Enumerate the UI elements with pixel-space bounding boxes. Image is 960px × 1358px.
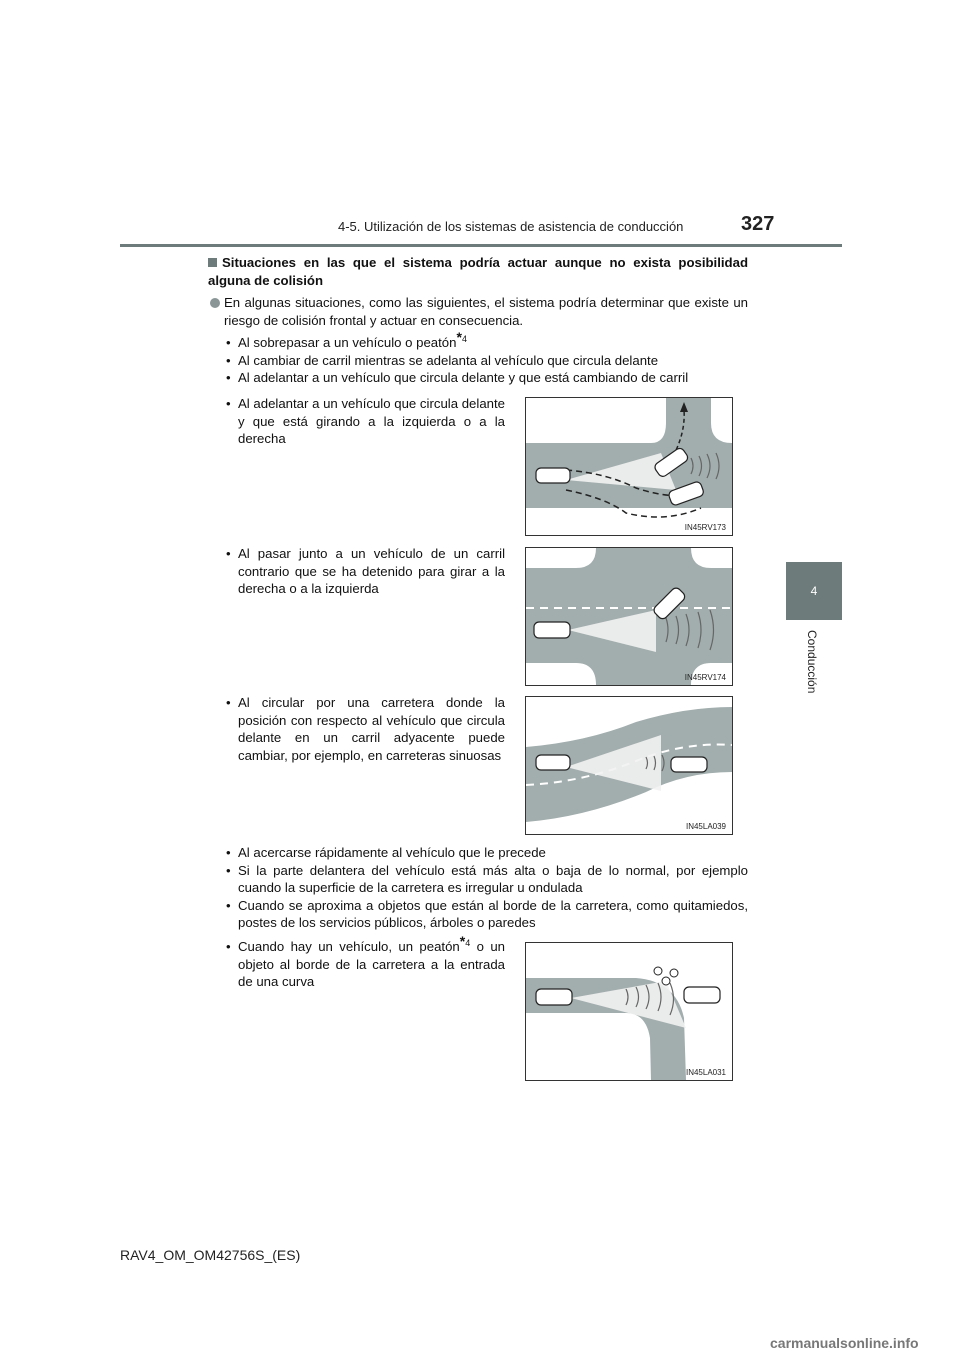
- figure-code: IN45LA031: [685, 1068, 726, 1077]
- intro-paragraph: [208, 294, 748, 329]
- list-item: • Al acercarse rápidamente al vehículo que le precede: [208, 844, 748, 862]
- header-rule: [120, 244, 842, 247]
- figure-code: IN45RV174: [684, 673, 726, 682]
- section-title: 4-5. Utilización de los sistemas de asistencia de conducción: [338, 219, 684, 234]
- list-item-text-cont: o un objeto al borde de la carretera a la entrada de una curva: [238, 939, 505, 989]
- figure-row-4: [208, 932, 505, 991]
- figure-winding-road: [525, 696, 733, 835]
- own-car-icon: [536, 989, 572, 1005]
- circle-bullet-icon: [210, 298, 220, 308]
- pedestrian-icon: [654, 967, 678, 985]
- figure-row-1: [208, 395, 505, 448]
- intro-text: En algunas situaciones, como las siguientes, el sistema podría determinar que existe un riesgo de colisión frontal y actuar en consecuencia.: [224, 295, 748, 328]
- list-item: • Si la parte delantera del vehículo está más alta o baja de lo normal, por ejemplo cuando la superficie de la carretera es irregular u ondulada: [208, 862, 748, 897]
- roadside-car-icon: [684, 987, 720, 1003]
- page-number: 327: [741, 213, 775, 235]
- list-item: • Al pasar junto a un vehículo de un carril contrario que se ha detenido para girar a la derecha o a la izquierda: [208, 545, 505, 598]
- situation-list-middle-wrap: [208, 844, 748, 932]
- footnote-asterisk-icon: *: [456, 328, 462, 345]
- list-item: • Al adelantar a un vehículo que circula delante y que está cambiando de carril: [208, 369, 748, 387]
- list-item: [208, 932, 505, 991]
- section-heading: [208, 254, 748, 289]
- list-item: • Cuando se aproxima a objetos que están al borde de la carretera, como quitamiedos, postes de los servicios públicos, árboles o paredes: [208, 897, 748, 932]
- chapter-label: [807, 630, 821, 710]
- figure-code: IN45LA039: [685, 822, 726, 831]
- figure-curve-entrance: [525, 942, 733, 1081]
- footnote-ref[interactable]: 4: [465, 937, 471, 948]
- own-car-icon: [534, 622, 570, 638]
- figure-row-3: [208, 694, 505, 764]
- list-item: • Al adelantar a un vehículo que circula delante y que está girando a la izquierda o a la derecha: [208, 395, 505, 448]
- list-item: [208, 328, 748, 352]
- chapter-tab[interactable]: 4: [786, 562, 842, 620]
- situation-list-middle: [208, 844, 748, 932]
- main-content: [208, 254, 748, 387]
- list-item: • Al cambiar de carril mientras se adelanta al vehículo que circula delante: [208, 352, 748, 370]
- footnote-ref[interactable]: 4: [461, 333, 467, 344]
- figure-row-2: [208, 545, 505, 598]
- watermark: carmanualsonline.info: [770, 1335, 919, 1351]
- document-code: RAV4_OM_OM42756S_(ES): [120, 1247, 301, 1263]
- list-item: • Al circular por una carretera donde la posición con respecto al vehículo que circula delante en un carril adyacente puede cambiar, por ejemplo, en carreteras sinuosas: [208, 694, 505, 764]
- figure-code: IN45RV173: [684, 523, 726, 532]
- list-item-text: Al sobrepasar a un vehículo o peatón: [238, 335, 457, 350]
- adjacent-car-icon: [671, 757, 707, 772]
- footnote-asterisk-icon: *: [459, 932, 466, 949]
- section-heading-text: Situaciones en las que el sistema podría actuar aunque no exista posibilidad alguna de colisión: [208, 255, 748, 288]
- list-item-text: Cuando hay un vehículo, un peatón: [238, 939, 460, 954]
- square-bullet-icon: [208, 258, 217, 267]
- own-car-icon: [536, 468, 570, 483]
- figure-passing-stopped-car: [525, 547, 733, 686]
- figure-overtake-turning: [525, 397, 733, 536]
- situation-list-top: [208, 328, 748, 387]
- own-car-icon: [536, 755, 570, 770]
- chapter-label-text: Conducción: [805, 630, 819, 694]
